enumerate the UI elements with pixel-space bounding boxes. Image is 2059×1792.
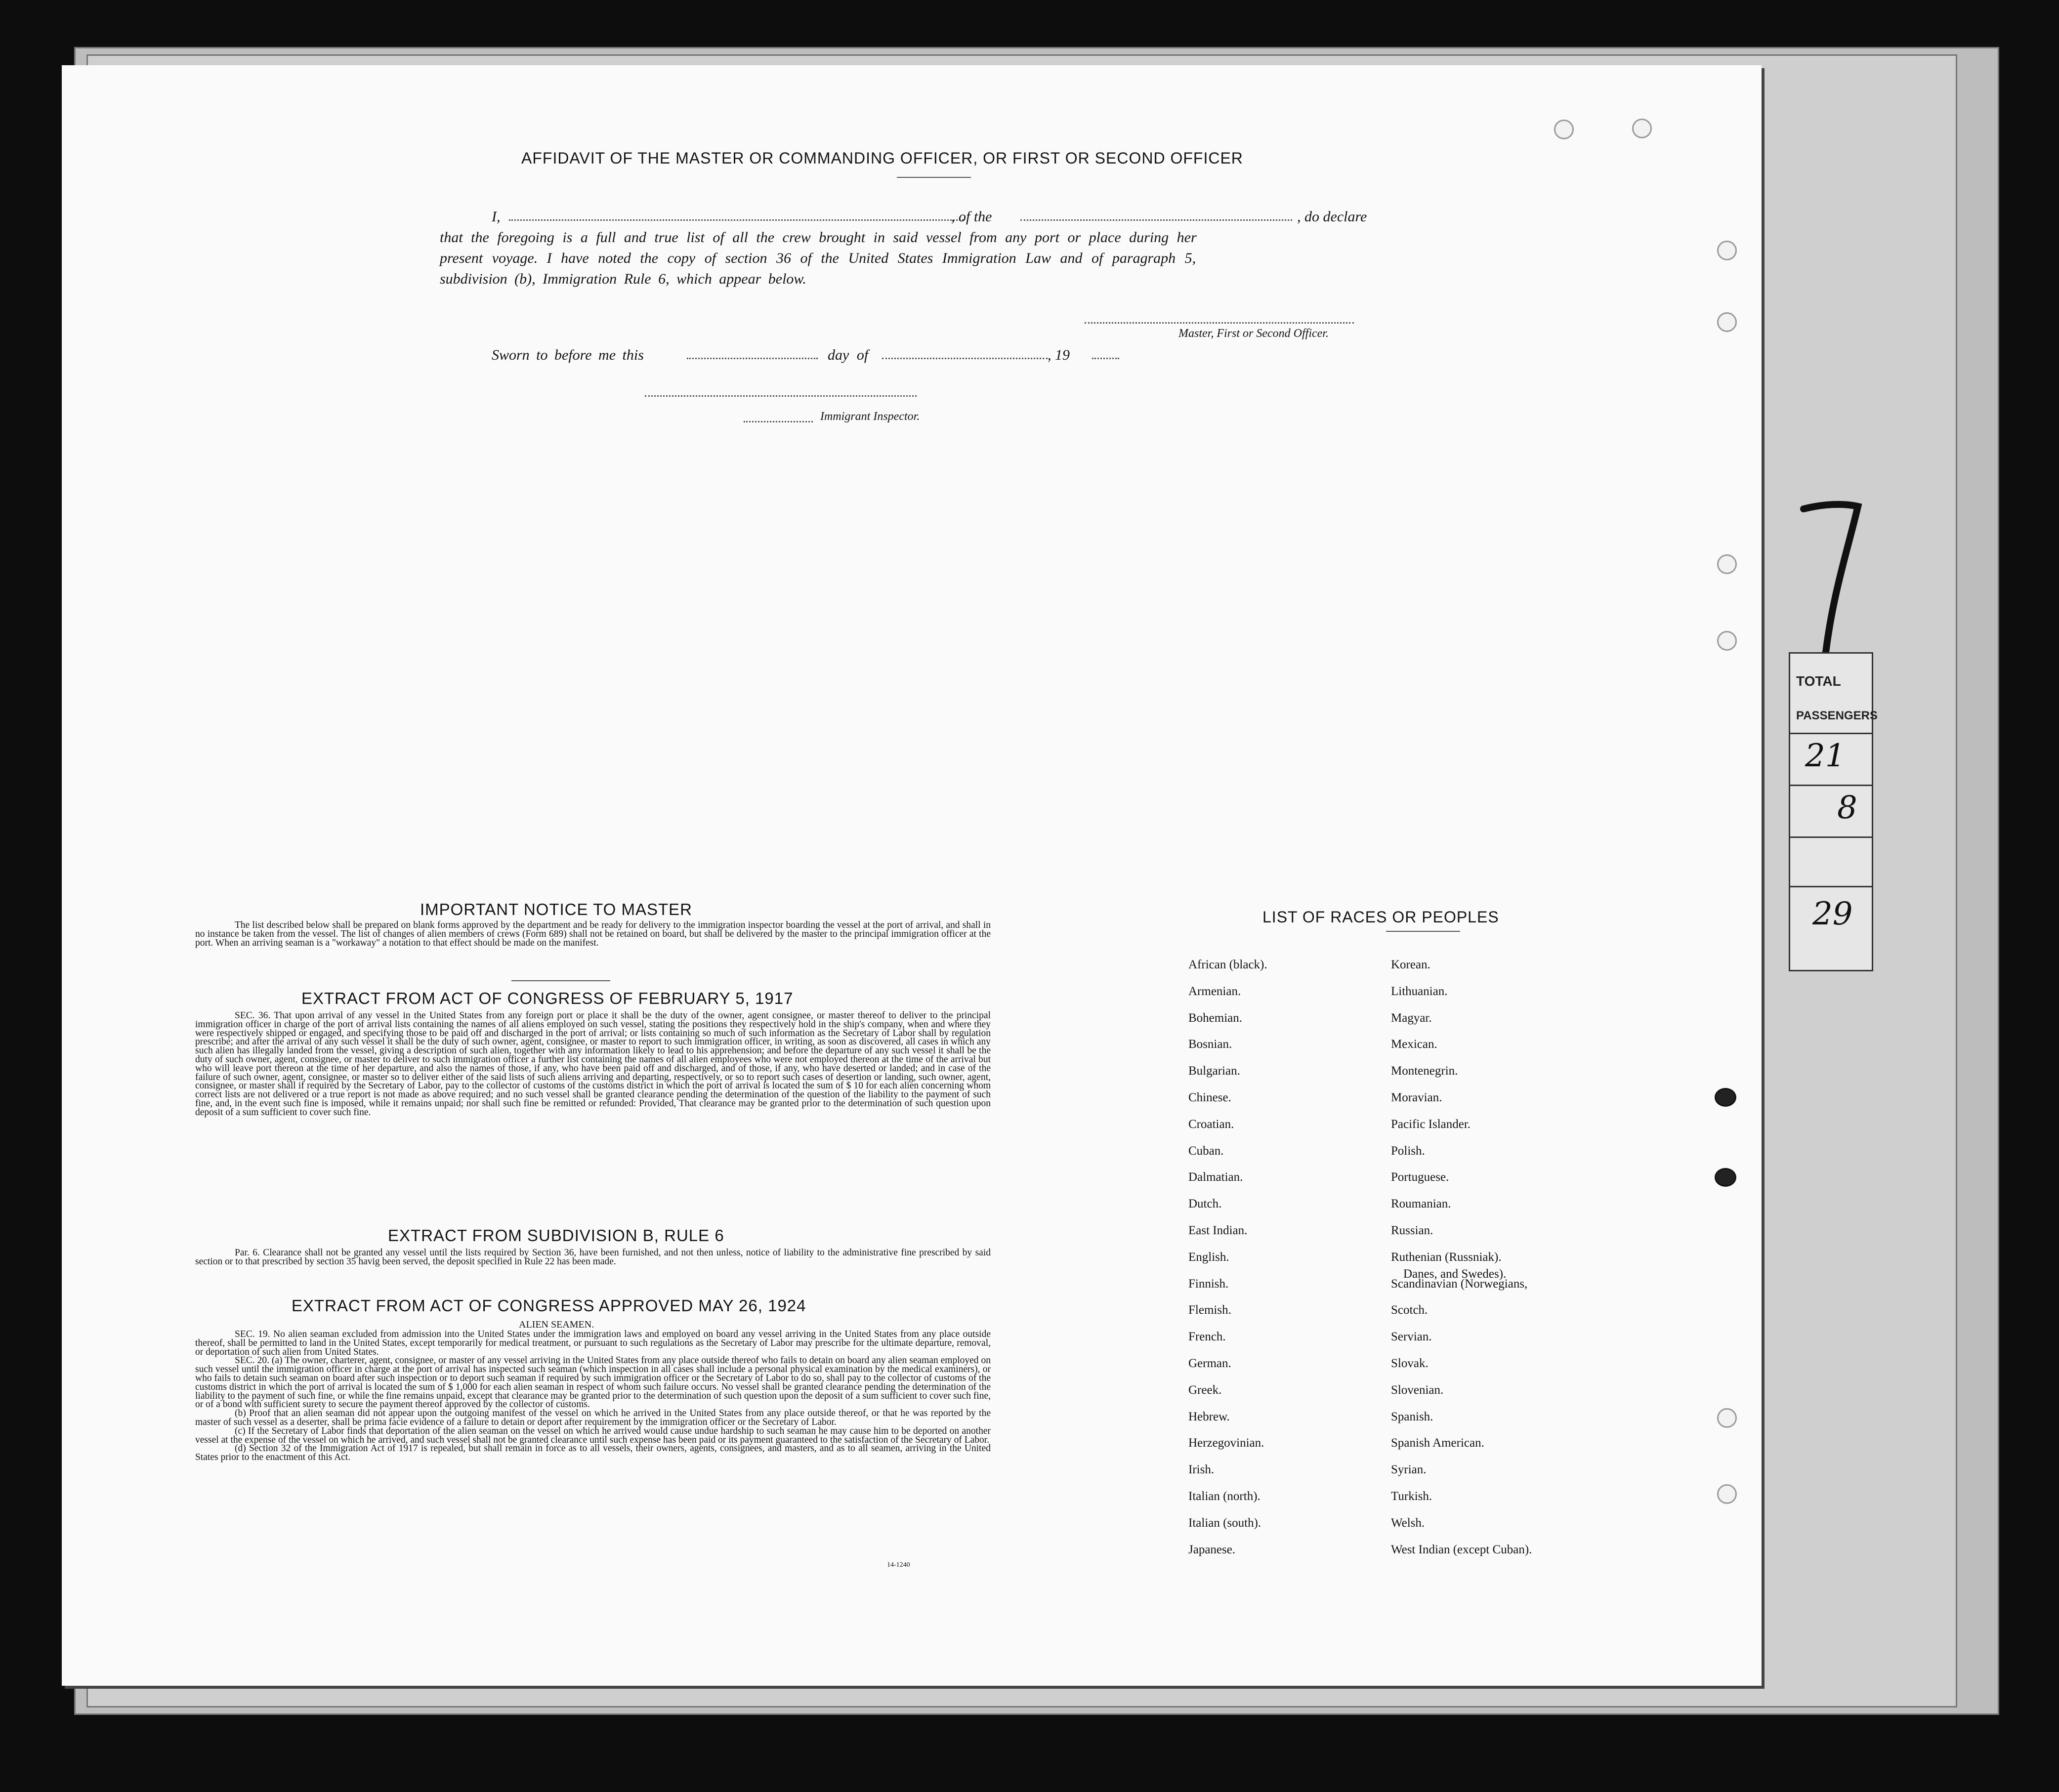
sec-20b-paragraph: (b) Proof that an alien seaman did not appear upon the outgoing manifest of the vessel on which he arrived in the United States from any place outside thereof, or that he was reported by the master of such vessel as a deserter, shall be prima facie evidence of a failure to detain or deport after requirement by the immigration officer or the Secretary of Labor. <box>195 1408 991 1427</box>
race-item: Scandinavian (Norwegians, <box>1391 1277 1528 1291</box>
tally-value-total: 29 <box>1812 896 1853 932</box>
affidavit-line-4: subdivision (b), Immigration Rule 6, which appear below. <box>440 271 806 287</box>
race-item: Polish. <box>1391 1144 1425 1158</box>
extract-1917-title: EXTRACT FROM ACT OF CONGRESS OF FEBRUARY 5, 1917 <box>301 989 794 1007</box>
race-item: Magyar. <box>1391 1011 1432 1025</box>
punch-hole <box>1717 631 1737 651</box>
race-item: French. <box>1188 1330 1226 1344</box>
race-item: Dalmatian. <box>1188 1170 1243 1184</box>
race-item: Pacific Islander. <box>1391 1117 1471 1131</box>
race-item: Moravian. <box>1391 1091 1442 1104</box>
sec-19-paragraph: SEC. 19. No alien seaman excluded from admission into the United States under the immigration laws and employed on board any vessel arriving in the United States from any place outside thereof, shall be permitted to land in the United States, except temporarily for medical treatment, or pursuant to such regulations as the Secretary of Labor may prescribe for the ultimate departure, removal, or deportation of such alien from United States. <box>195 1329 991 1357</box>
race-item: Lithuanian. <box>1391 984 1448 998</box>
punch-hole <box>1632 119 1652 138</box>
sworn-day-blank <box>687 358 818 359</box>
affidavit-line-3: present voyage. I have noted the copy of section 36 of the United States Immigration Law and of paragraph 5, <box>440 250 1196 266</box>
section-divider <box>511 980 610 981</box>
race-item: English. <box>1188 1250 1229 1264</box>
tally-header-passengers: PASSENGERS <box>1796 709 1878 722</box>
race-item: African (black). <box>1188 958 1267 971</box>
race-item: Russian. <box>1391 1224 1433 1237</box>
races-title-underline <box>1386 931 1460 932</box>
affidavit-line-2: that the foregoing is a full and true list of all the crew brought in said vessel from any port or place during her <box>440 229 1197 246</box>
extract-rule6-paragraph: Par. 6. Clearance shall not be granted any vessel until the lists required by Section 36, have been furnished, and not then unless, notice of liability to the administrative fine prescribed by said section or to that prescribed by section 35 havig been served, the deposit specified in Rule 22 has been made. <box>195 1248 991 1267</box>
extract-1917-paragraph: SEC. 36. That upon arrival of any vessel in the United States from any foreign port or place it shall be the duty of the owner, agent consignee, or master thereof to deliver to the principal immigration officer in charge of the port of arrival lists containing the names of all aliens employed on such vessel, stating the positions they respectively hold in the ship's company, when and where they were respectively shipped or engaged, and specifying those to be paid off and discharged in the port of arrival; or lists containing so much of such information as the Secretary of Labor shall by regulation prescribe; and after the arrival of any such vessel it shall be the duty of such owner, agent, consignee, or master to report to such immigration officer, in writing, as soon as discovered, all cases in which any such alien has illegally landed from the vessel, giving a description of such alien, together with any information likely to lead to his apprehension; and before the departure of any such vessel it shall be the duty of such owner, agent, consignee, or master to deliver to such immigration officer a further list containing the names of all alien employees who were not employed thereon at the time of the arrival but who will leave port thereon at the time of her departure, and also the names of those, if any, who have been paid off and discharged, and of those, if any, who have deserted or landed; and in case of the failure of such owner, agent, consignee, or master so to deliver either of the said lists of such aliens arriving and departing, respectively, or so to report such cases of desertion or landing, such owner, agent, consignee, or master shall if required by the Secretary of Labor, pay to the collector of customs of the customs district in which the port of arrival is located the sum of $ 10 for each alien concerning whom correct lists are not delivered or a true report is not made as above required; and no such vessel shall be granted clearance pending the determination of the question of the liability to the payment of such fine, and, in the event such fine is imposed, while it remains unpaid; nor shall such fine be remitted or refunded: Provided, That clearance may be granted prior to the determination of such question upon deposit of a sum sufficient to cover such fine. <box>195 1010 991 1118</box>
notice-title: IMPORTANT NOTICE TO MASTER <box>420 900 693 918</box>
inspector-prefix-dots <box>744 421 813 422</box>
punch-hole <box>1717 1484 1737 1504</box>
extract-1924-body <box>195 1330 991 1462</box>
inspector-label: Immigrant Inspector. <box>820 410 920 423</box>
extract-rule6-title: EXTRACT FROM SUBDIVISION B, RULE 6 <box>388 1226 724 1245</box>
tally-header-total: TOTAL <box>1796 673 1841 689</box>
title-underline <box>897 177 971 178</box>
race-item: Finnish. <box>1188 1277 1229 1291</box>
race-item: Portuguese. <box>1391 1170 1449 1184</box>
extract-rule6-body <box>195 1249 991 1266</box>
race-item: Roumanian. <box>1391 1197 1451 1211</box>
race-item: Slovenian. <box>1391 1383 1444 1397</box>
race-item: Slovak. <box>1391 1357 1429 1370</box>
race-item: Bohemian. <box>1188 1011 1243 1025</box>
sworn-month-blank <box>882 358 1048 359</box>
race-item: Cuban. <box>1188 1144 1224 1158</box>
punch-hole <box>1717 241 1737 260</box>
race-item: Servian. <box>1391 1330 1432 1344</box>
manifest-back-page <box>62 65 1762 1686</box>
race-item: Irish. <box>1188 1463 1215 1477</box>
race-continuation: Danes, and Swedes). <box>1403 1267 1507 1281</box>
race-item: Croatian. <box>1188 1117 1234 1131</box>
race-item: Greek. <box>1188 1383 1222 1397</box>
sworn-year-prefix: , 19 <box>1048 347 1070 363</box>
race-item: Scotch. <box>1391 1303 1428 1317</box>
punch-hole <box>1717 312 1737 332</box>
race-item: Chinese. <box>1188 1091 1231 1104</box>
race-item: Flemish. <box>1188 1303 1231 1317</box>
handwritten-seven-mark <box>1799 494 1863 657</box>
tally-divider <box>1790 836 1872 838</box>
race-item: Turkish. <box>1391 1490 1432 1503</box>
affidavit-of-the: , of the <box>951 208 992 225</box>
notice-paragraph: The list described below shall be prepared on blank forms approved by the department and be ready for delivery to the immigration inspector boarding the vessel at the port of arrival, and shall in no instance be taken from the vessel. The list of changes of alien members of crews (Form 689) shall not be retained on board, but shall be delivered by the master to the principal immigration officer at the port. When an arriving seaman is a "workaway" a notation to that effect should be made on the manifest. <box>195 920 991 948</box>
form-number: 14-1240 <box>887 1561 910 1569</box>
affidavit-title: AFFIDAVIT OF THE MASTER OR COMMANDING OFFICER, OR FIRST OR SECOND OFFICER <box>521 149 1243 167</box>
extract-1924-subtitle: ALIEN SEAMEN. <box>519 1319 594 1330</box>
tally-value-2: 8 <box>1837 790 1857 826</box>
sworn-prefix: Sworn to before me this <box>492 347 644 363</box>
master-signature-label: Master, First or Second Officer. <box>1178 327 1329 340</box>
sec-20a-paragraph: SEC. 20. (a) The owner, charterer, agent, consignee, or master of any vessel arriving in the United States from any place outside thereof who fails to detain on board any alien seaman employed on such vessel until the immigration officer in charge at the port of arrival has inspected such seaman (which inspection in all cases shall include a personal physical examination by the medical examiners), or who fails to detain such seaman on board after such inspection or to deport such seaman if required by such immigration officer or the Secretary of Labor to do so, shall pay to the collector of customs of the customs district in which the port of arrival is located the sum of $ 1,000 for each alien seaman in respect of whom such failure occurs. No vessel shall be granted clearance pending the determination of the liability to the payment of such fine, or while the fine remains unpaid, except that clearance may be granted prior to the determination of such question upon the deposit of a sum sufficient to cover such fine, or of a bond with sufficient surety to secure the payment thereof approved by the collector of customs. <box>195 1355 991 1410</box>
extract-1917-body <box>195 1011 991 1117</box>
sworn-year-blank <box>1092 358 1119 359</box>
race-item: German. <box>1188 1357 1231 1370</box>
extract-1924-title: EXTRACT FROM ACT OF CONGRESS APPROVED MAY 26, 1924 <box>292 1296 806 1315</box>
tally-divider <box>1790 733 1872 734</box>
race-item: Mexican. <box>1391 1038 1437 1051</box>
punch-hole-dark <box>1715 1168 1736 1187</box>
vessel-blank <box>1020 219 1292 221</box>
race-item: Welsh. <box>1391 1516 1425 1530</box>
race-item: Spanish. <box>1391 1410 1433 1423</box>
punch-hole <box>1554 120 1574 139</box>
races-title: LIST OF RACES OR PEOPLES <box>1262 908 1499 926</box>
master-signature-line <box>1085 322 1354 324</box>
race-item: Italian (south). <box>1188 1516 1261 1530</box>
punch-hole-dark <box>1715 1088 1736 1107</box>
affidavit-i: I, <box>492 208 501 225</box>
race-item: Herzegovinian. <box>1188 1436 1264 1450</box>
punch-hole <box>1717 1408 1737 1428</box>
sworn-day-of: day of <box>828 347 869 363</box>
sec-20d-paragraph: (d) Section 32 of the Immigration Act of 1917 is repealed, but shall remain in force as to all vessels, their owners, agents, consignees, and masters, and as to all seamen, arriving in the United States prior to the enactment of this Act. <box>195 1443 991 1463</box>
race-item: Syrian. <box>1391 1463 1427 1477</box>
sec-20c-paragraph: (c) If the Secretary of Labor finds that deportation of the alien seaman on the vessel on which he arrived would cause undue hardship to such seaman he may cause him to be deported on another vessel at the expense of the vessel on which he arrived, and such vessel shall not be granted clearance until such expense has been paid or its payment guaranteed to the satisfaction of the Secretary of Labor. <box>195 1425 991 1445</box>
race-item: Dutch. <box>1188 1197 1222 1211</box>
race-item: Armenian. <box>1188 984 1241 998</box>
race-item: Japanese. <box>1188 1542 1236 1556</box>
race-item: Montenegrin. <box>1391 1064 1458 1078</box>
notice-body <box>195 921 991 947</box>
race-item: Bulgarian. <box>1188 1064 1240 1078</box>
race-item: Spanish American. <box>1391 1436 1484 1450</box>
race-item: Korean. <box>1391 958 1430 971</box>
name-blank <box>509 219 964 221</box>
race-item: West Indian (except Cuban). <box>1391 1542 1532 1556</box>
race-item: Bosnian. <box>1188 1038 1232 1051</box>
inspector-signature-line <box>645 395 917 397</box>
punch-hole <box>1717 554 1737 574</box>
affidavit-do-declare: , do declare <box>1297 208 1367 225</box>
tally-value-1: 21 <box>1805 738 1846 774</box>
passenger-tally-tab <box>1789 652 1878 971</box>
tally-divider <box>1790 785 1872 786</box>
race-item: East Indian. <box>1188 1224 1248 1237</box>
tally-divider <box>1790 886 1872 887</box>
race-item: Ruthenian (Russniak). <box>1391 1250 1502 1264</box>
race-item: Italian (north). <box>1188 1490 1261 1503</box>
race-item: Hebrew. <box>1188 1410 1230 1423</box>
